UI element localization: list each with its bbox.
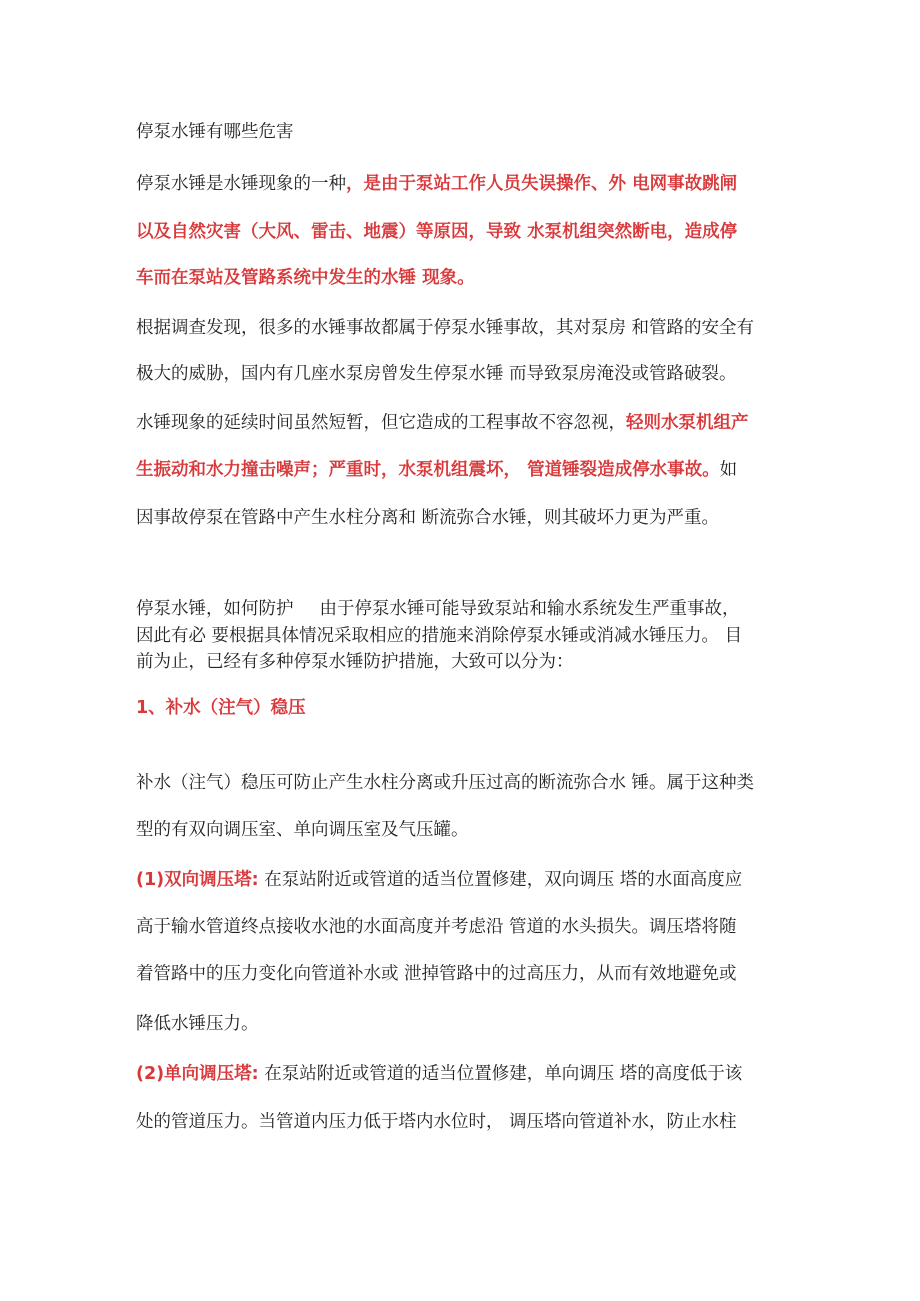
p3-line-3: 因事故停泵在管路中产生水柱分离和 断流弥合水锤，则其破坏力更为严重。 [136, 508, 720, 528]
p4-line-2: 因此有必 要根据具体情况采取相应的措施来消除停泵水锤或消减水锤压力。 目 [136, 626, 743, 646]
p1-lead: 停泵水锤是水锤现象的一种 [136, 174, 346, 194]
p7-text-1: 在泵站附近或管道的适当位置修建，单向调压 塔的高度低于该 [258, 1064, 743, 1084]
p3-highlight-1: 轻则水泵机组产 [626, 413, 749, 433]
p1-line-3: 车而在泵站及管路系统中发生的水锤 现象。 [136, 268, 475, 288]
p7-line-1 [136, 1062, 796, 1086]
p7-line-2: 处的管道压力。当管道内压力低于塔内水位时， 调压塔向管道补水，防止水柱 [136, 1112, 737, 1132]
p3-text-1: 水锤现象的延续时间虽然短暂，但它造成的工程事故不容忽视， [136, 413, 626, 433]
p7-label: (2)单向调压塔: [136, 1064, 259, 1084]
p1-line-1 [136, 172, 796, 196]
p4-line-1 [136, 597, 796, 621]
p2-line-1: 根据调查发现，很多的水锤事故都属于停泵水锤事故，其对泵房 和管路的安全有 [136, 318, 755, 338]
p6-text-1: 在泵站附近或管道的适当位置修建，双向调压 塔的水面高度应 [258, 870, 743, 890]
p1-highlight-1: ，是由于泵站工作人员失误操作、外 电网事故跳闸 [346, 174, 738, 194]
p2-line-2: 极大的威胁，国内有几座水泵房曾发生停泵水锤 而导致泵房淹没或管路破裂。 [136, 364, 737, 384]
p5-line-2: 型的有双向调压室、单向调压室及气压罐。 [136, 820, 469, 840]
p3-line-2 [136, 458, 796, 482]
p4-heading: 停泵水锤，如何防护 [136, 599, 294, 619]
p1-line-2: 以及自然灾害（大风、雷击、地震）等原因，导致 水泵机组突然断电，造成停 [136, 222, 738, 242]
p6-line-4: 降低水锤压力。 [136, 1014, 259, 1034]
p4-text-1: 由于停泵水锤可能导致泵站和输水系统发生严重事故， [319, 599, 740, 619]
p3-text-2: 如 [719, 460, 738, 480]
doc-title: 停泵水锤有哪些危害 [136, 122, 294, 142]
p4-line-3: 前为止，已经有多种停泵水锤防护措施，大致可以分为： [136, 652, 574, 672]
p6-line-2: 高于输水管道终点接收水池的水面高度并考虑沿 管道的水头损失。调压塔将随 [136, 917, 737, 937]
p3-line-1 [136, 411, 796, 435]
p6-label: (1)双向调压塔: [136, 870, 259, 890]
section-heading-1: 1、补水（注气）稳压 [136, 698, 306, 718]
p5-line-1: 补水（注气）稳压可防止产生水柱分离或升压过高的断流弥合水 锤。属于这种类 [136, 773, 755, 793]
p6-line-1 [136, 868, 796, 892]
p6-line-3: 着管路中的压力变化向管道补水或 泄掉管路中的过高压力，从而有效地避免或 [136, 964, 737, 984]
p3-highlight-2: 生振动和水力撞击噪声；严重时，水泵机组震坏， 管道锤裂造成停水事故。 [136, 460, 720, 480]
